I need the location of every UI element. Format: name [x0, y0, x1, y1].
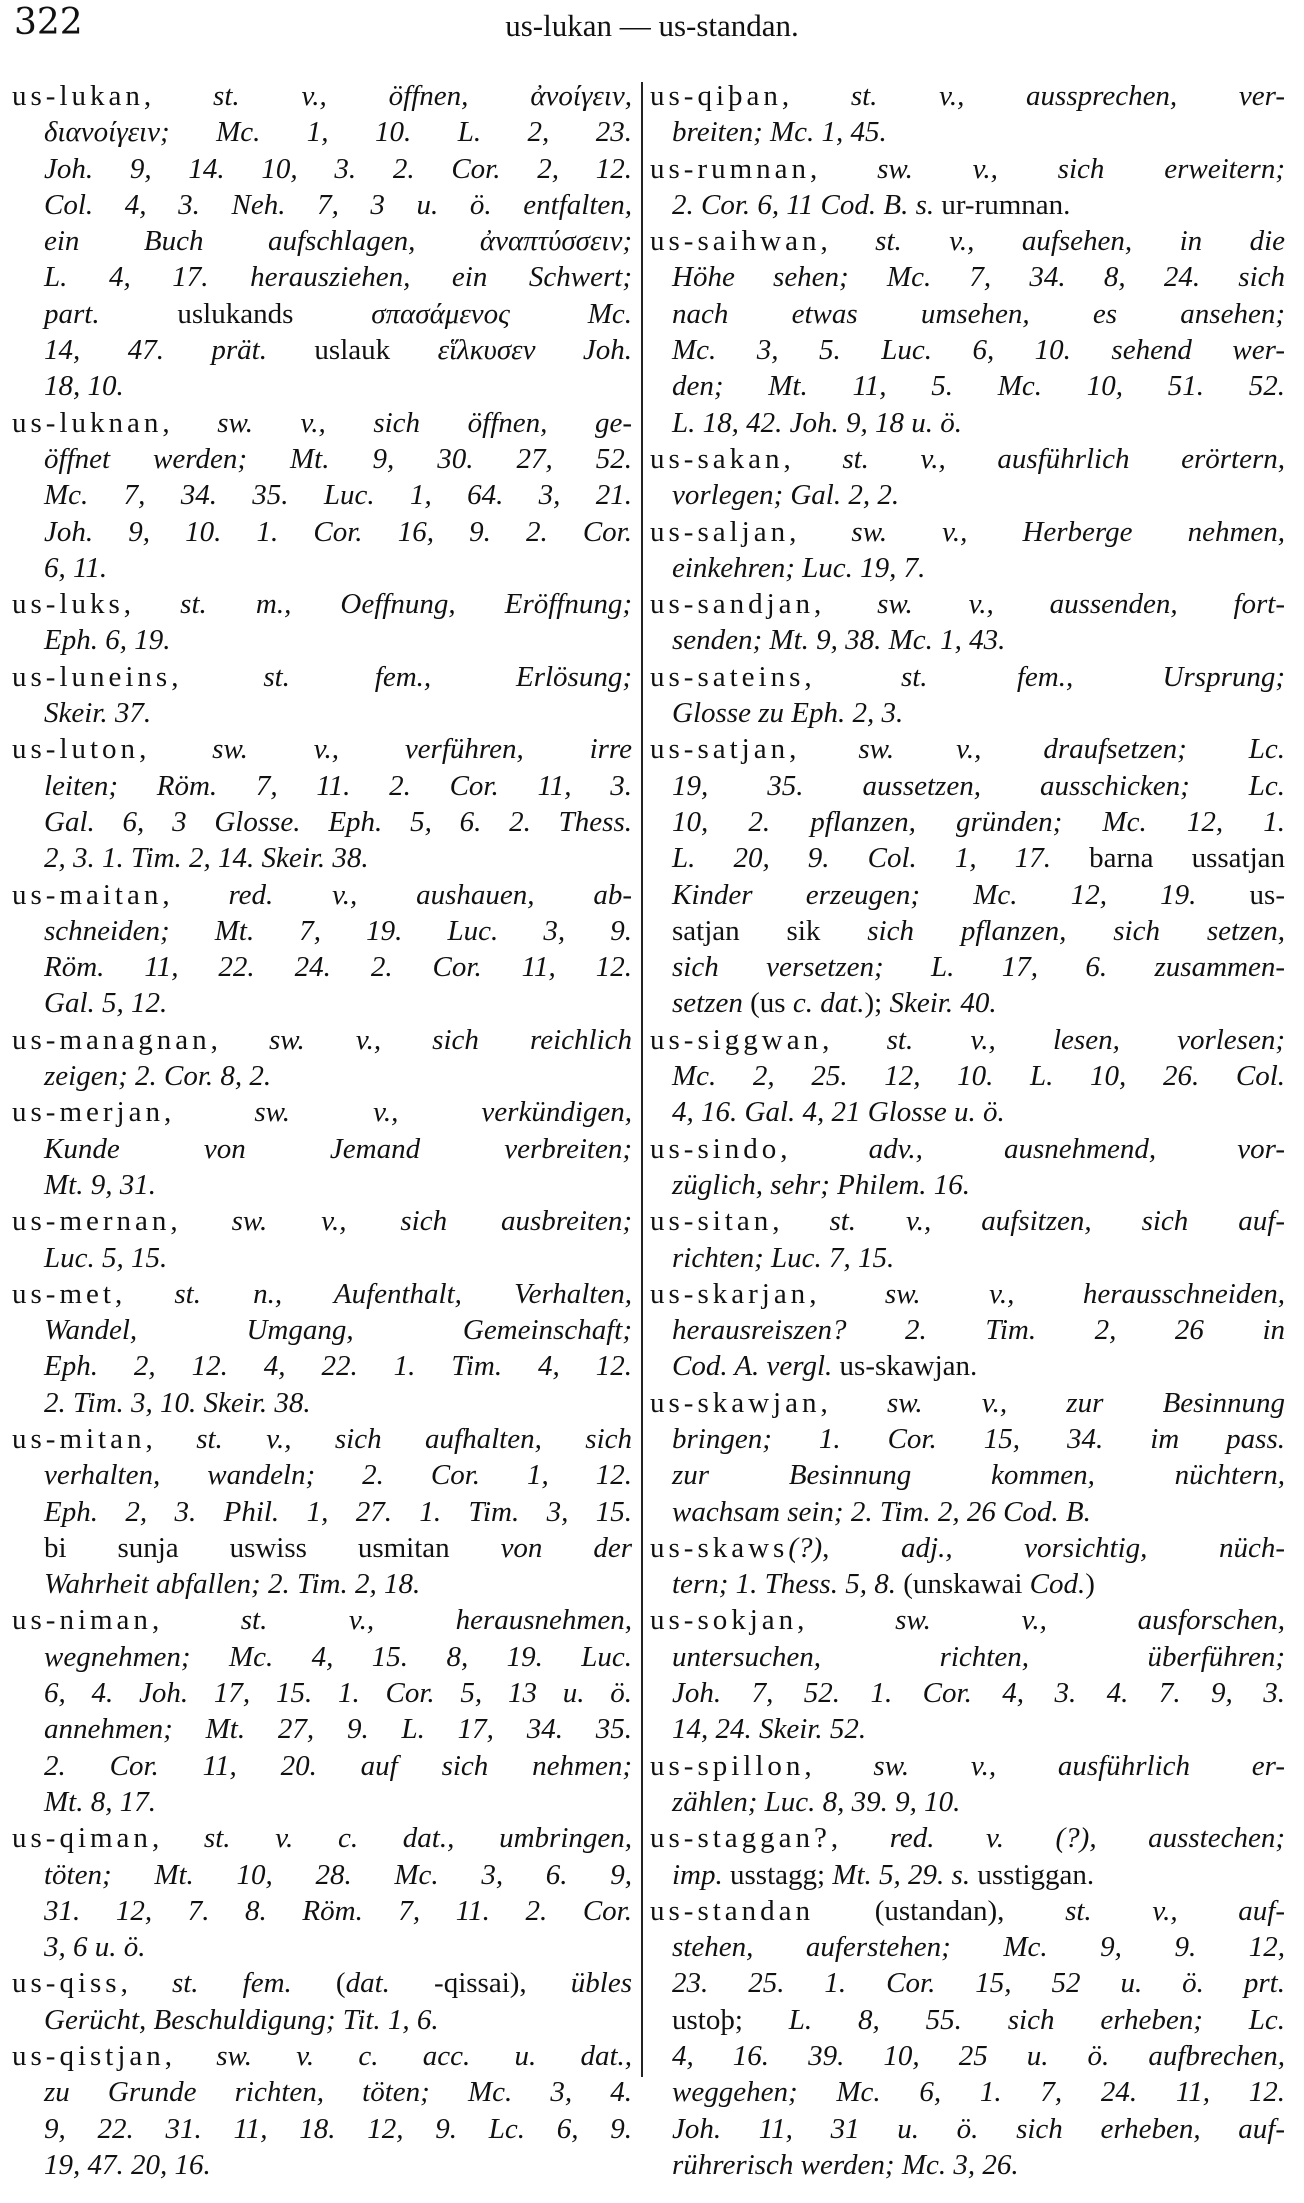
entry-line: 4, 16. 39. 10, 25 u. ö. aufbrechen,	[672, 2040, 1285, 2073]
dictionary-entry	[12, 78, 632, 405]
entry-line: Col. 4, 3. Neh. 7, 3 u. ö. entfalten,	[44, 188, 632, 221]
dictionary-entry	[12, 1022, 632, 1095]
entry-headline: us-sitan, st. v., aufsitzen, sich auf-	[650, 1205, 1285, 1238]
entry-headline: us-qiss, st. fem. (dat. -qissai), übles	[12, 1967, 632, 2000]
dictionary-entry	[650, 223, 1285, 441]
entry-line: 6, 4. Joh. 17, 15. 1. Cor. 5, 13 u. ö.	[44, 1677, 632, 1710]
entry-line: 3, 6 u. ö.	[44, 1931, 146, 1964]
entry-line: ustoþ; L. 8, 55. sich erheben; Lc.	[672, 2003, 1285, 2036]
dictionary-entry	[650, 151, 1285, 224]
entry-line: Mc. 2, 25. 12, 10. L. 10, 26. Col.	[672, 1060, 1285, 1093]
dictionary-entry	[650, 659, 1285, 732]
entry-line: 19, 35. aussetzen, ausschicken; Lc.	[672, 769, 1285, 802]
column-divider	[641, 82, 643, 2077]
entry-line: 14, 24. Skeir. 52.	[672, 1713, 867, 1746]
headword: us-satjan	[650, 733, 790, 766]
entry-headline: us-skaws(?), adj., vorsichtig, nüch-	[650, 1531, 1286, 1564]
entry-line: vorlegen; Gal. 2, 2.	[672, 479, 900, 512]
entry-line: weggehen; Mc. 6, 1. 7, 24. 11, 12.	[672, 2076, 1285, 2109]
entry-headline: us-sateins, st. fem., Ursprung;	[650, 660, 1286, 693]
headword: us-staggan?	[650, 1822, 831, 1855]
entry-line: 18, 10.	[44, 370, 124, 403]
entry-line: annehmen; Mt. 27, 9. L. 17, 34. 35.	[44, 1713, 632, 1746]
entry-headline: us-rumnan, sw. v., sich erweitern;	[650, 152, 1285, 185]
headword: us-maitan	[12, 878, 163, 911]
entry-headline: us-niman, st. v., herausnehmen,	[12, 1604, 632, 1637]
entry-headline: us-luton, sw. v., verführen, irre	[12, 733, 633, 766]
dictionary-entry	[12, 1276, 632, 1421]
entry-line: Kinder erzeugen; Mc. 12, 19. us-	[672, 878, 1285, 911]
entry-headline: us-luneins, st. fem., Erlösung;	[12, 660, 633, 693]
entry-line: züglich, sehr; Philem. 16.	[672, 1168, 971, 1201]
entry-line: Eph. 2, 12. 4, 22. 1. Tim. 4, 12.	[44, 1350, 632, 1383]
dictionary-entry	[650, 441, 1285, 514]
entry-headline: us-sokjan, sw. v., ausforschen,	[650, 1604, 1286, 1637]
headword: us-sitan	[650, 1205, 773, 1238]
entry-line: satjan sik sich pflanzen, sich setzen,	[672, 914, 1285, 947]
entry-headline: us-luknan, sw. v., sich öffnen, ge-	[12, 406, 632, 439]
entry-line: untersuchen, richten, überführen;	[672, 1640, 1285, 1673]
dictionary-entry	[12, 877, 632, 1022]
entry-headline: us-met, st. n., Aufenthalt, Verhalten,	[12, 1277, 632, 1310]
dictionary-entry	[12, 1421, 632, 1602]
headword: us-sateins	[650, 660, 805, 693]
dictionary-entry	[12, 659, 632, 732]
dictionary-entry	[650, 514, 1285, 587]
entry-headline: us-mernan, sw. v., sich ausbreiten;	[12, 1205, 633, 1238]
entry-line: wegnehmen; Mc. 4, 15. 8, 19. Luc.	[44, 1640, 632, 1673]
entry-headline: us-saljan, sw. v., Herberge nehmen,	[650, 515, 1286, 548]
headword: us-sokjan	[650, 1604, 798, 1637]
entry-line: 9, 22. 31. 11, 18. 12, 9. Lc. 6, 9.	[44, 2112, 632, 2145]
entry-headline: us-lukan, st. v., öffnen, ἀνοίγειν,	[12, 80, 633, 112]
entry-line: 2. Tim. 3, 10. Skeir. 38.	[44, 1386, 311, 1419]
entry-line: Wahrheit abfallen; 2. Tim. 2, 18.	[44, 1568, 421, 1601]
entry-line: 31. 12, 7. 8. Röm. 7, 11. 2. Cor.	[44, 1894, 632, 1927]
dictionary-entry	[12, 405, 632, 586]
entry-headline: us-sindo, adv., ausnehmend, vor-	[650, 1132, 1285, 1165]
entry-line: Luc. 5, 15.	[44, 1241, 168, 1274]
entry-line: Gerücht, Beschuldigung; Tit. 1, 6.	[44, 2003, 439, 2036]
entry-line: Mc. 7, 34. 35. Luc. 1, 64. 3, 21.	[44, 479, 632, 512]
entry-line: L. 4, 17. herausziehen, ein Schwert;	[44, 261, 632, 294]
entry-line: den; Mt. 11, 5. Mc. 10, 51. 52.	[672, 370, 1285, 403]
entry-line: zeigen; 2. Cor. 8, 2.	[44, 1060, 272, 1093]
headword: us-qiss	[12, 1967, 121, 2000]
dictionary-entry	[650, 78, 1285, 151]
entry-line: sich versetzen; L. 17, 6. zusammen-	[672, 951, 1285, 984]
dictionary-entry	[650, 1022, 1285, 1131]
dictionary-entry	[12, 1965, 632, 2038]
entry-line: ein Buch aufschlagen, ἀναπτύσσειν;	[44, 225, 632, 258]
dictionary-entry	[12, 731, 632, 876]
entry-line: 23. 25. 1. Cor. 15, 52 u. ö. prt.	[672, 1967, 1285, 2000]
entry-line: Joh. 9, 14. 10, 3. 2. Cor. 2, 12.	[44, 152, 632, 185]
headword: us-met	[12, 1277, 115, 1310]
left-column	[12, 78, 632, 2183]
dictionary-entry	[650, 1385, 1285, 1530]
headword: us-niman	[12, 1604, 152, 1637]
entry-line: Höhe sehen; Mc. 7, 34. 8, 24. sich	[672, 261, 1285, 294]
dictionary-entry	[650, 586, 1285, 659]
headword: us-skarjan	[650, 1277, 810, 1310]
dictionary-entry	[650, 1530, 1285, 1603]
entry-line: zur Besinnung kommen, nüchtern,	[672, 1459, 1285, 1492]
entry-line: L. 20, 9. Col. 1, 17. barna ussatjan	[672, 842, 1285, 875]
entry-headline: us-skawjan, sw. v., zur Besinnung	[650, 1386, 1285, 1419]
entry-line: töten; Mt. 10, 28. Mc. 3, 6. 9,	[44, 1858, 632, 1891]
entry-line: Joh. 11, 31 u. ö. sich erheben, auf-	[672, 2112, 1285, 2145]
entry-headline: us-saihwan, st. v., aufsehen, in die	[650, 225, 1286, 258]
entry-headline: us-staggan?, red. v. (?), ausstechen;	[650, 1822, 1286, 1855]
entry-line: Glosse zu Eph. 2, 3.	[672, 697, 904, 730]
entry-line: 10, 2. pflanzen, gründen; Mc. 12, 1.	[672, 805, 1285, 838]
headword: us-mitan	[12, 1422, 146, 1455]
entry-line: Wandel, Umgang, Gemeinschaft;	[44, 1314, 632, 1347]
entry-line: bi sunja uswiss usmitan von der	[44, 1531, 632, 1564]
entry-headline: us-qistjan, sw. v. c. acc. u. dat.,	[12, 2040, 633, 2073]
entry-headline: us-maitan, red. v., aushauen, ab-	[12, 878, 633, 911]
entry-line: 6, 11.	[44, 551, 108, 584]
entry-line: Joh. 7, 52. 1. Cor. 4, 3. 4. 7. 9, 3.	[672, 1677, 1285, 1710]
entry-line: 2. Cor. 11, 20. auf sich nehmen;	[44, 1749, 632, 1782]
dictionary-entry	[650, 1820, 1285, 1893]
entry-line: Eph. 2, 3. Phil. 1, 27. 1. Tim. 3, 15.	[44, 1495, 632, 1528]
entry-line: 19, 47. 20, 16.	[44, 2148, 211, 2181]
entry-line: L. 18, 42. Joh. 9, 18 u. ö.	[672, 406, 962, 439]
headword: us-saljan	[650, 515, 790, 548]
entry-headline: us-spillon, sw. v., ausführlich er-	[650, 1749, 1286, 1782]
dictionary-entry	[12, 586, 632, 659]
headword: us-luneins	[12, 660, 172, 693]
headword: us-saihwan	[650, 225, 821, 258]
headword: us-lukan	[12, 80, 144, 112]
headword: us-luknan	[12, 406, 163, 439]
entry-headline: us-satjan, sw. v., draufsetzen; Lc.	[650, 733, 1286, 766]
entry-line: setzen (us c. dat.); Skeir. 40.	[672, 987, 997, 1020]
entry-line: Joh. 9, 10. 1. Cor. 16, 9. 2. Cor.	[44, 515, 632, 548]
entry-line: verhalten, wandeln; 2. Cor. 1, 12.	[44, 1459, 632, 1492]
dictionary-entry	[650, 731, 1285, 1021]
entry-line: schneiden; Mt. 7, 19. Luc. 3, 9.	[44, 914, 632, 947]
entry-headline: us-siggwan, st. v., lesen, vorlesen;	[650, 1023, 1285, 1056]
entry-line: Gal. 6, 3 Glosse. Eph. 5, 6. 2. Thess.	[44, 805, 632, 838]
dictionary-entry	[650, 1748, 1285, 1821]
entry-line: tern; 1. Thess. 5, 8. (unskawai Cod.)	[672, 1568, 1095, 1601]
dictionary-entry	[12, 1203, 632, 1276]
headword: us-siggwan	[650, 1023, 823, 1056]
entry-headline: us-qiman, st. v. c. dat., umbringen,	[12, 1822, 632, 1855]
dictionary-entry	[12, 1820, 632, 1965]
entry-headline: us-sandjan, sw. v., aussenden, fort-	[650, 588, 1286, 621]
dictionary-entry	[12, 2038, 632, 2183]
entry-headline: us-qiþan, st. v., aussprechen, ver-	[650, 80, 1285, 112]
entry-line: öffnet werden; Mt. 9, 30. 27, 52.	[44, 442, 632, 475]
entry-line: stehen, auferstehen; Mc. 9, 9. 12,	[672, 1931, 1285, 1964]
entry-headline: us-merjan, sw. v., verkündigen,	[12, 1096, 633, 1129]
headword: us-mernan	[12, 1205, 171, 1238]
headword: us-qiþan	[650, 80, 782, 112]
headword: us-sandjan	[650, 588, 815, 621]
entry-headline: us-luks, st. m., Oeffnung, Eröffnung;	[12, 588, 632, 621]
headword: us-luks	[12, 588, 124, 621]
headword: us-merjan	[12, 1096, 164, 1129]
entry-line: part. uslukands σπασάμενος Mc.	[44, 297, 633, 330]
headword: us-qistjan	[12, 2040, 165, 2073]
headword: us-rumnan	[650, 152, 811, 185]
entry-line: herausreiszen? 2. Tim. 2, 26 in	[672, 1314, 1285, 1347]
entry-headline: us-standan (ustandan), st. v., auf-	[650, 1894, 1285, 1927]
dictionary-entry	[650, 1893, 1285, 2183]
entry-line: breiten; Mc. 1, 45.	[672, 116, 887, 149]
right-column	[650, 78, 1285, 2183]
entry-line: bringen; 1. Cor. 15, 34. im pass.	[672, 1422, 1285, 1455]
entry-line: Eph. 6, 19.	[44, 624, 171, 657]
headword: us-skaws	[650, 1531, 789, 1564]
dictionary-entry	[650, 1131, 1285, 1204]
entry-line: 14, 47. prät. uslauk εἵλκυσεν Joh.	[44, 334, 632, 367]
entry-line: rührerisch werden; Mc. 3, 26.	[672, 2148, 1019, 2181]
entry-line: senden; Mt. 9, 38. Mc. 1, 43.	[672, 624, 1006, 657]
dictionary-entry	[12, 1094, 632, 1203]
entry-line: Röm. 11, 22. 24. 2. Cor. 11, 12.	[44, 951, 632, 984]
entry-line: Skeir. 37.	[44, 697, 152, 730]
entry-line: leiten; Röm. 7, 11. 2. Cor. 11, 3.	[44, 769, 632, 802]
entry-line: einkehren; Luc. 19, 7.	[672, 551, 926, 584]
entry-line: wachsam sein; 2. Tim. 2, 26 Cod. B.	[672, 1495, 1091, 1528]
entry-line: nach etwas umsehen, es ansehen;	[672, 297, 1285, 330]
headword: us-qiman	[12, 1822, 152, 1855]
entry-headline: us-managnan, sw. v., sich reichlich	[12, 1023, 633, 1056]
entry-line: Kunde von Jemand verbreiten;	[44, 1132, 632, 1165]
dictionary-entry	[650, 1203, 1285, 1276]
headword: us-spillon	[650, 1749, 805, 1782]
dictionary-entry	[12, 1602, 632, 1820]
entry-line: Mt. 9, 31.	[44, 1168, 156, 1201]
headword: us-sakan	[650, 442, 784, 475]
page-number: 322	[14, 2, 83, 43]
entry-line: 4, 16. Gal. 4, 21 Glosse u. ö.	[672, 1096, 1005, 1129]
entry-line: richten; Luc. 7, 15.	[672, 1241, 895, 1274]
entry-line: διανοίγειν; Mc. 1, 10. L. 2, 23.	[44, 116, 632, 149]
entry-line: 2. Cor. 6, 11 Cod. B. s. ur-rumnan.	[672, 188, 1071, 221]
headword: us-sindo	[650, 1132, 781, 1165]
entry-headline: us-mitan, st. v., sich aufhalten, sich	[12, 1422, 632, 1455]
entry-line: 2, 3. 1. Tim. 2, 14. Skeir. 38.	[44, 842, 369, 875]
entry-line: Gal. 5, 12.	[44, 987, 168, 1020]
entry-line: Mt. 8, 17.	[44, 1785, 156, 1818]
entry-line: Mc. 3, 5. Luc. 6, 10. sehend wer-	[672, 334, 1285, 367]
headword: us-luton	[12, 733, 140, 766]
headword: us-standan	[650, 1894, 815, 1927]
dictionary-entry	[650, 1602, 1285, 1747]
headword: us-managnan	[12, 1023, 211, 1056]
running-head: us-lukan — us-standan.	[505, 8, 799, 43]
entry-line: zählen; Luc. 8, 39. 9, 10.	[672, 1785, 961, 1818]
entry-line: imp. usstagg; Mt. 5, 29. s. usstiggan.	[672, 1858, 1095, 1891]
entry-headline: us-skarjan, sw. v., herausschneiden,	[650, 1277, 1285, 1310]
headword: us-skawjan	[650, 1386, 821, 1419]
dictionary-entry	[650, 1276, 1285, 1385]
entry-line: zu Grunde richten, töten; Mc. 3, 4.	[44, 2076, 632, 2109]
entry-headline: us-sakan, st. v., ausführlich erörtern,	[650, 442, 1285, 475]
entry-line: Cod. A. vergl. us-skawjan.	[672, 1350, 978, 1383]
